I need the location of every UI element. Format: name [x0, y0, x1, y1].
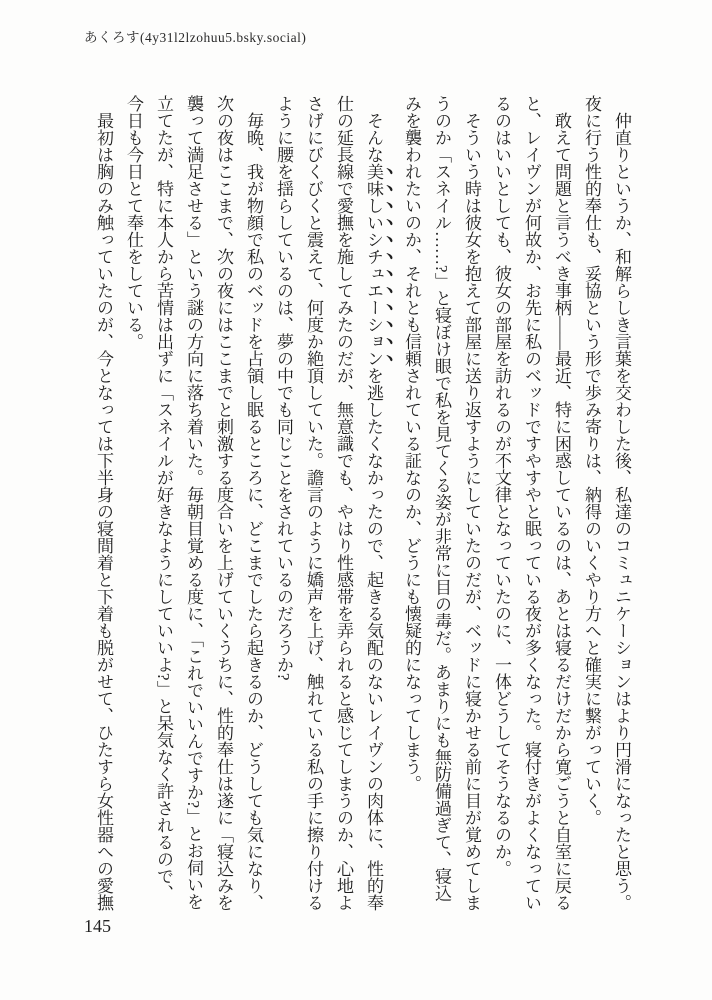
body-text	[88, 95, 636, 915]
paragraph: 毎晩、我が物顔で私のベッドを占領し眠るところに、どこまでしたら起きるのか、どうしても気になり、次の夜はここまで、次の夜にはここまでと刺激する度合いを上げていくうちに、性的奉仕は遂に「寝込みを襲って満足させる」という謎の方向に落ち着いた。毎朝目覚める度に、「これでいいんですか?」とお伺いを立てたが、特に本人から苦情は出ずに「スネイルが好きなようにしていいよ?」と呆気なく許されるので、今日も今日とて奉仕をしている。	[124, 95, 263, 911]
paragraph: 最初は胸のみ触っていたのが、今となっては下半身の寝間着と下着も脱がせて、ひたすら女性器への愛撫	[94, 95, 113, 911]
paragraph	[268, 95, 396, 915]
paragraph: 仲直りというか、和解らしき言葉を交わした後、私達のコミュニケーションはより円滑になったと思う。	[612, 95, 631, 911]
emphasis-span: 美味しいシチュエーション	[364, 163, 383, 367]
paragraph: 敢えて問題と言うべき事柄――最近、特に困惑しているのは、あとは寝るだけだから寛ごうと自室に戻ると、レイヴンが何故か、お先に私のベッドですやすやと眠っている夜が多くなった。寝付きがよくなっているのはいいとしても、彼女の部屋を訪れるのが不文律となっていたのに、一体どうしてそうなるのか。	[492, 95, 571, 911]
paragraph: そういう時は彼女を抱えて部屋に送り返すようにしていたのだが、ベッドに寝かせる前に目が覚めてしまうのか「スネイル……?」と寝ぼけ眼で私を見てくる姿が非常に目の毒だ。あまりにも無防備過ぎて、寝込みを襲われたいのか、それとも信頼されている証なのか、どうにも懐疑的になってしまう。	[402, 95, 481, 911]
page-number: 145	[84, 916, 111, 936]
paragraph-text: を逃したくなかったので、起きる気配のないレイヴンの肉体に、性的奉仕の延長線で愛撫を施してみたのだが、無意識でも、やはり性感帯を弄られると感じてしまうのか、心地よさげにびくびくと震えて、何度か絶頂していた。譫言のように嬌声を上げ、触れている私の手に擦り付けるように腰を揺らしているのは、夢の中でも同じことをされているのだろうか?	[274, 95, 383, 911]
author-header: あくろす(4y31l2lzohuu5.bsky.social)	[84, 30, 307, 45]
paragraph: 夜に行う性的奉仕も、妥協という形で歩み寄りは、納得のいくやり方へと確実に繋がっていく。	[582, 95, 601, 826]
paragraph-text: そんな	[364, 95, 383, 163]
